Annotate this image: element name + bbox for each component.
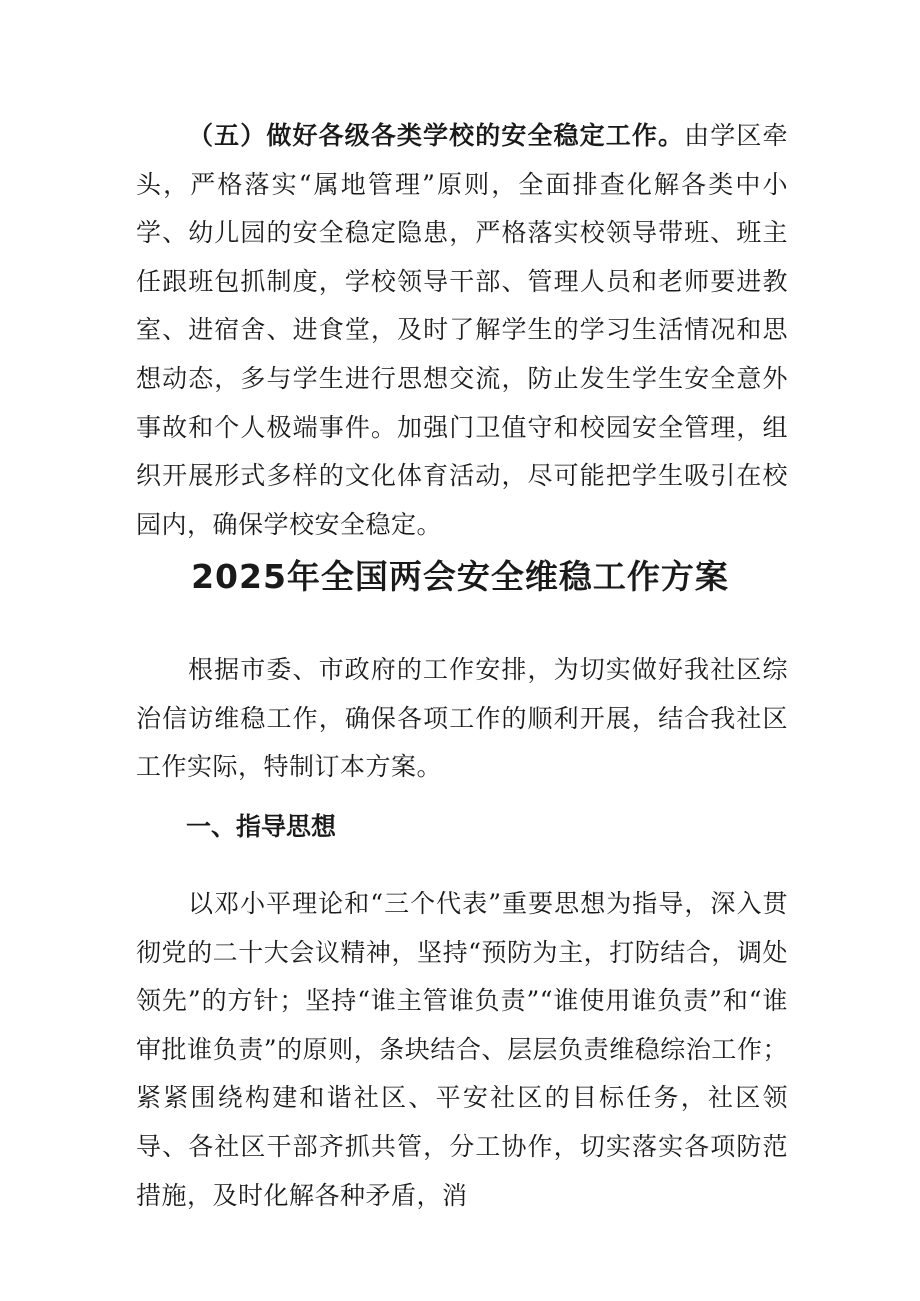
section-five-lead: （五）做好各级各类学校的安全稳定工作。 bbox=[188, 121, 685, 150]
section-five-body: 由学区牵头，严格落实“属地管理”原则，全面排查化解各类中小学、幼儿园的安全稳定隐患，严格落实校领导带班、班主任跟班包抓制度，学校领导干部、管理人员和老师要进教室、进宿舍、进食堂，及时了解学生的学习生活情况和思想动态，多与学生进行思想交流，防止发生学生安全意外事故和个人极端事件。加强门卫值守和校园安全管理，组织开展形式多样的文化体育活动，尽可能把学生吸引在校园内，确保学校安全稳定。 bbox=[136, 121, 788, 539]
guiding-ideology-paragraph: 以邓小平理论和“三个代表”重要思想为指导，深入贯彻党的二十大会议精神，坚持“预防为主，打防结合，调处领先”的方针；坚持“谁主管谁负责”“谁使用谁负责”和“谁审批谁负责”的原则，条块结合、层层负责维稳综治工作；紧紧围绕构建和谐社区、平安社区的目标任务，社区领导、各社区干部齐抓共管，分工协作，切实落实各项防范措施，及时化解各种矛盾，消 bbox=[136, 889, 788, 1210]
document-title: 2025年全国两会安全维稳工作方案 bbox=[191, 557, 729, 596]
section-heading-guiding-ideology: 一、指导思想 bbox=[186, 812, 337, 841]
section-five-paragraph bbox=[136, 112, 788, 549]
intro-paragraph: 根据市委、市政府的工作安排，为切实做好我社区综治信访维稳工作，确保各项工作的顺利开展，结合我社区工作实际，特制订本方案。 bbox=[136, 655, 788, 782]
